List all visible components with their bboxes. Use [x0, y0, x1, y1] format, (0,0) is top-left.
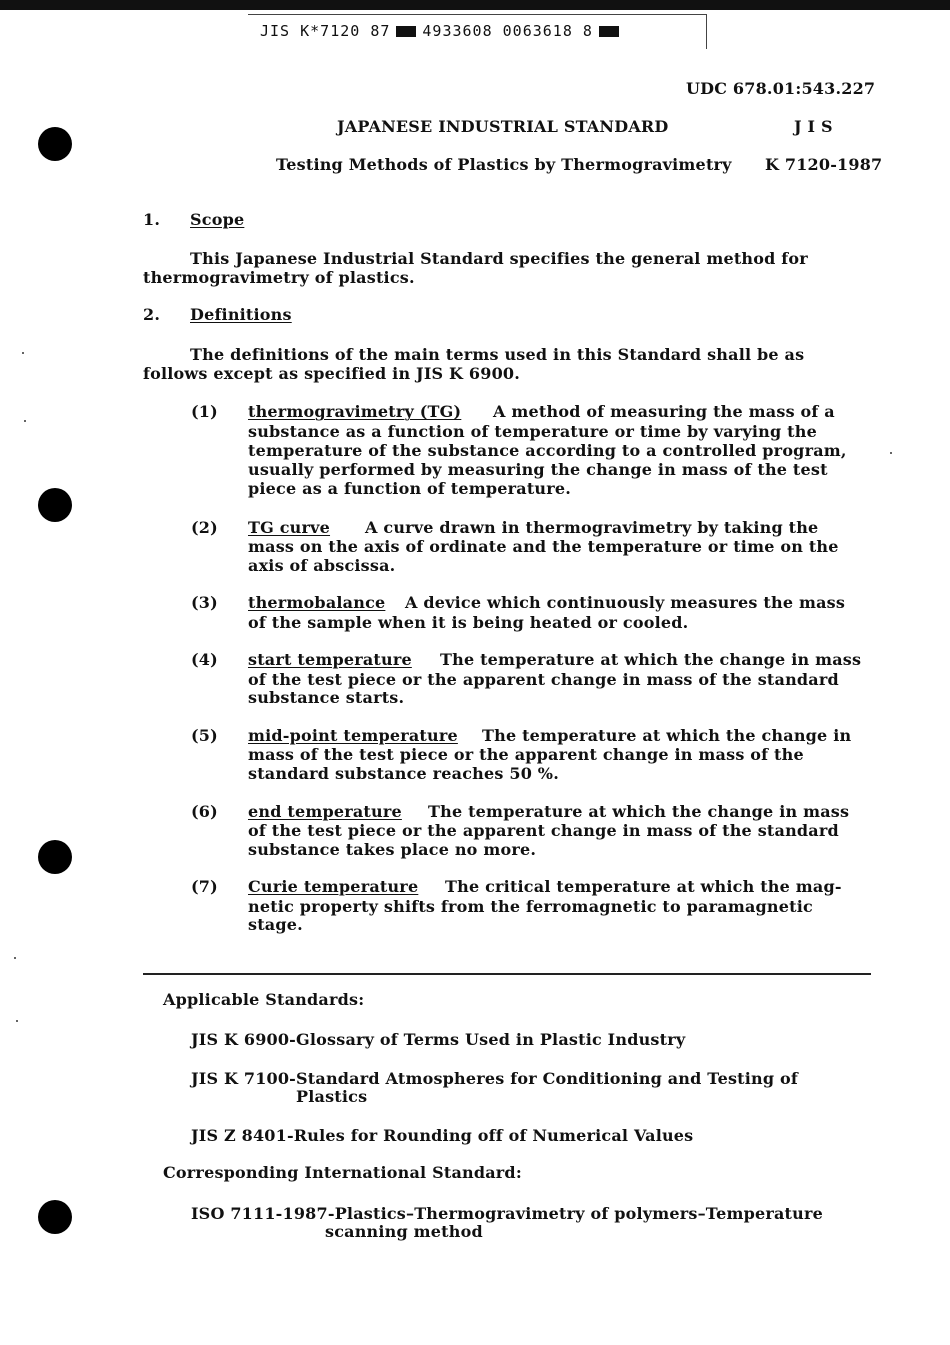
definition-text-line: The temperature at which the change in mass	[428, 802, 850, 821]
definition-number: (6)	[191, 802, 218, 821]
definition-text-line: substance starts.	[248, 688, 405, 707]
definition-text-line: temperature of the substance according to a controlled program,	[248, 441, 847, 460]
definition-text-line: A method of measuring the mass of a	[493, 402, 835, 421]
definition-text-line: of the sample when it is being heated or cooled.	[248, 613, 689, 632]
definition-text-line: netic property shifts from the ferromagnetic to paramagnetic	[248, 897, 813, 916]
definition-term: start temperature	[248, 650, 412, 669]
header-code-part1: JIS K*7120 87	[260, 22, 391, 40]
section-heading-definitions: Definitions	[190, 305, 292, 324]
definitions-intro-line: follows except as specified in JIS K 6900.	[143, 364, 521, 383]
section-heading-scope: Scope	[190, 210, 245, 229]
definition-text-line: usually performed by measuring the change in mass of the test	[248, 460, 828, 479]
definition-text-line: standard substance reaches 50 %.	[248, 764, 559, 783]
scan-speck	[14, 957, 16, 959]
corresponding-standard-line: ISO 7111-1987-Plastics–Thermogravimetry of polymers–Temperature	[191, 1204, 823, 1223]
definition-term: Curie temperature	[248, 877, 419, 896]
footnote-divider	[143, 973, 871, 975]
definition-term: end temperature	[248, 802, 402, 821]
definition-text-line: A device which continuously measures the mass	[405, 593, 846, 612]
binder-hole	[38, 127, 72, 161]
header-code-part2: 4933608 0063618 8	[422, 22, 593, 40]
definition-text-line: stage.	[248, 915, 303, 934]
applicable-standard-line: JIS Z 8401-Rules for Rounding off of Numerical Values	[191, 1126, 694, 1145]
definition-number: (4)	[191, 650, 218, 669]
definition-number: (2)	[191, 518, 218, 537]
applicable-standard-line: JIS K 6900-Glossary of Terms Used in Plastic Industry	[191, 1030, 686, 1049]
scope-text-line: This Japanese Industrial Standard specifies the general method for	[190, 249, 808, 268]
definition-term: TG curve	[248, 518, 331, 537]
definition-number: (1)	[191, 402, 218, 421]
definitions-intro-line: The definitions of the main terms used in this Standard shall be as	[190, 345, 805, 364]
document-number: K 7120-1987	[765, 155, 883, 174]
redaction-block	[599, 26, 619, 37]
definition-text-line: mass on the axis of ordinate and the temperature or time on the	[248, 537, 839, 556]
definition-text-line: The temperature at which the change in mass	[440, 650, 862, 669]
applicable-standard-line: JIS K 7100-Standard Atmospheres for Conditioning and Testing of	[191, 1069, 798, 1088]
scan-speck	[24, 420, 26, 422]
corresponding-standard-line: scanning method	[325, 1222, 483, 1241]
section-number-scope: 1.	[143, 210, 161, 229]
binder-hole	[38, 840, 72, 874]
definition-text-line: substance as a function of temperature or time by varying the	[248, 422, 817, 441]
scan-speck	[16, 1020, 18, 1022]
definition-term: thermogravimetry (TG)	[248, 402, 462, 421]
definition-text-line: of the test piece or the apparent change in mass of the standard	[248, 670, 839, 689]
definition-text-line: axis of abscissa.	[248, 556, 396, 575]
redaction-block	[396, 26, 416, 37]
corresponding-standard-heading: Corresponding International Standard:	[163, 1163, 522, 1182]
document-code-header	[260, 22, 625, 40]
definition-text-line: The critical temperature at which the mag-	[445, 877, 842, 896]
definition-number: (3)	[191, 593, 218, 612]
jis-mark: J I S	[794, 117, 833, 136]
scan-top-border	[0, 0, 950, 10]
definition-text-line: A curve drawn in thermogravimetry by taking the	[365, 518, 819, 537]
definition-text-line: mass of the test piece or the apparent change in mass of the	[248, 745, 804, 764]
scan-speck	[22, 352, 24, 354]
org-title: JAPANESE INDUSTRIAL STANDARD	[337, 117, 669, 136]
definition-number: (7)	[191, 877, 218, 896]
applicable-standard-line: Plastics	[296, 1087, 368, 1106]
document-title: Testing Methods of Plastics by Thermogravimetry	[276, 155, 732, 174]
binder-hole	[38, 1200, 72, 1234]
definition-text-line: The temperature at which the change in	[482, 726, 852, 745]
scan-speck	[890, 452, 892, 454]
section-number-definitions: 2.	[143, 305, 161, 324]
definition-term: thermobalance	[248, 593, 386, 612]
scope-text-line: thermogravimetry of plastics.	[143, 268, 415, 287]
udc-code: UDC 678.01:543.227	[686, 79, 876, 98]
definition-term: mid-point temperature	[248, 726, 458, 745]
definition-text-line: of the test piece or the apparent change in mass of the standard	[248, 821, 839, 840]
definition-text-line: substance takes place no more.	[248, 840, 537, 859]
binder-hole	[38, 488, 72, 522]
definition-number: (5)	[191, 726, 218, 745]
definition-text-line: piece as a function of temperature.	[248, 479, 572, 498]
applicable-standards-heading: Applicable Standards:	[163, 990, 365, 1009]
